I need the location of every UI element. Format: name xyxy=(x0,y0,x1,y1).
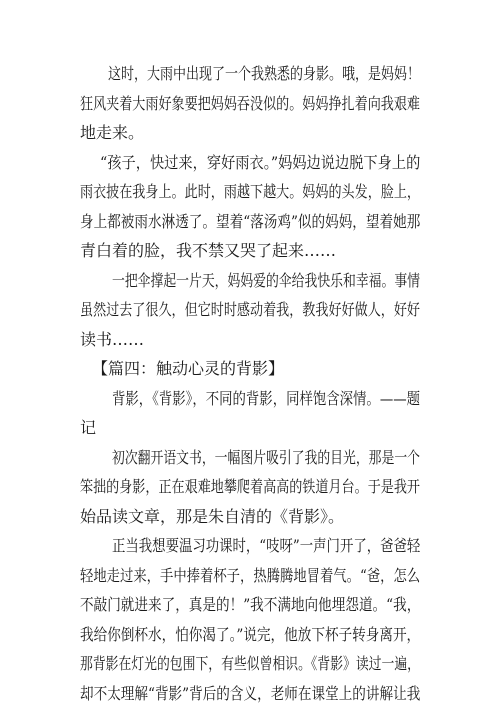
text-line: 初次翻开语文书，一幅图片吸引了我的目光，那是一个 xyxy=(112,448,421,467)
text-line: 不敲门就进来了，真是的！”我不满地向他埋怨道。“我， xyxy=(80,595,421,614)
text-line: 雨衣披在我身上。此时，雨越下越大。妈妈的头发，脸上， xyxy=(80,182,421,201)
text-line: 始品读文章，那是朱自清的《背影》。 xyxy=(80,507,345,526)
text-line: 青白着的脸，我不禁又哭了起来…… xyxy=(80,241,337,260)
text-line: 笨拙的身影，正在艰难地攀爬着高高的铁道月台。于是我开 xyxy=(80,477,421,496)
text-line: 记 xyxy=(80,418,97,437)
text-line: 正当我想要温习功课时，“吱呀”一声门开了，爸爸轻 xyxy=(112,536,421,555)
text-line: 身上都被雨水淋透了。望着“落汤鸡”似的妈妈，望着她那 xyxy=(80,212,421,231)
text-line: 却不太理解“背影”背后的含义，老师在课堂上的讲解让我 xyxy=(80,684,421,703)
text-line: 读书…… xyxy=(80,330,145,349)
text-line: 这时，大雨中出现了一个我熟悉的身影。哦，是妈妈！ xyxy=(108,64,421,83)
text-line: 我给你倒杯水，怕你渴了。”说完，他放下杯子转身离开， xyxy=(80,625,421,644)
text-line: 轻地走过来，手中捧着杯子，热腾腾地冒着气。“爸，怎么 xyxy=(80,566,421,585)
text-line: 地走来。 xyxy=(80,123,145,142)
section-heading: 【篇四：触动心灵的背影】 xyxy=(92,359,285,378)
text-line: 那背影在灯光的包围下，有些似曾相识。《背影》读过一遍， xyxy=(80,654,421,673)
text-line: 狂风夹着大雨好象要把妈妈吞没似的。妈妈挣扎着向我艰难 xyxy=(80,94,421,113)
text-line: 背影，《背影》，不同的背影，同样饱含深情。——题 xyxy=(112,389,421,408)
text-line: 虽然过去了很久，但它时时感动着我，教我好好做人，好好 xyxy=(80,300,421,319)
text-line: “孩子，快过来，穿好雨衣。”妈妈边说边脱下身上的 xyxy=(100,153,421,172)
text-line: 一把伞撑起一片天，妈妈爱的伞给我快乐和幸福。事情 xyxy=(112,271,421,290)
